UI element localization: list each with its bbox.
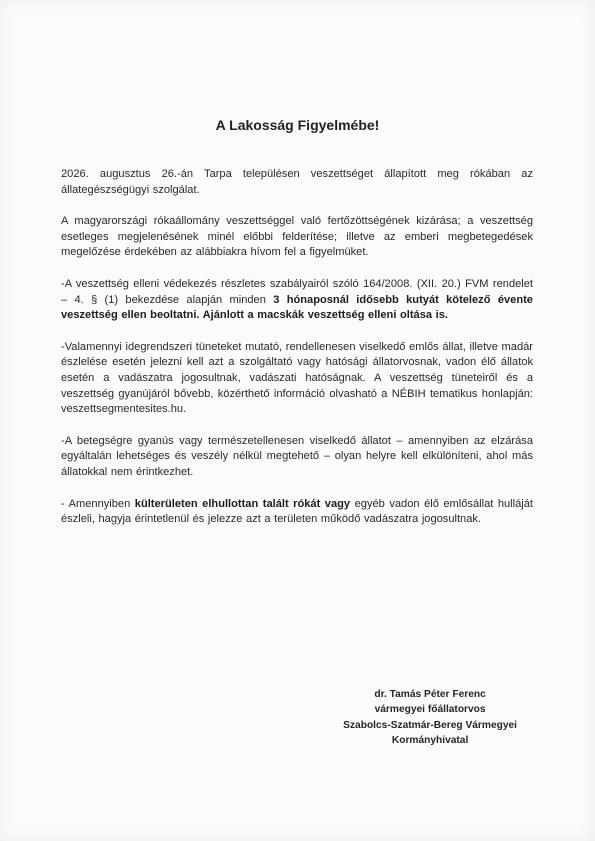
document-body (61, 167, 533, 544)
paragraph-segment: A magyarországi rókaállomány veszettséggel való fertőzöttségének kizárása; a veszettség esetleges megjelenésének minél előbbi felderítése; illetve az emberi megbetegedések megelőzése érdekében az alábbiakra hívom fel a figyelmüket. (61, 215, 533, 259)
paragraph-segment: -Valamennyi idegrendszeri tüneteket mutató, rendellenesen viselkedő emlős állat, illetve madár észlelése esetén jelezni kell azt a szolgáltató vagy hatósági állatorvosnak, vadon élő állatok esetén a vadászatra jogosultnak, vadászati hatóságnak. A veszettség tüneteiről és a veszettség gyanújáról bővebb, közérthető információ olvasható a NÉBIH tematikus honlapján: veszettsegmentesites.hu. (61, 340, 533, 416)
paragraph-dead-fox (61, 497, 533, 528)
paragraph-purpose (61, 214, 533, 261)
signature-name: dr. Tamás Péter Ferenc (374, 689, 486, 700)
signature-office-line2: Kormányhivatal (391, 735, 469, 747)
paragraph-segment: 2026. augusztus 26.-án Tarpa településen veszettséget állapított meg rókában az állategészségügyi szolgálat. (61, 168, 533, 196)
signature-office-line1: Szabolcs-Szatmár-Bereg Vármegyei (343, 719, 517, 731)
paragraph-segment-bold: külterületen elhullottan talált rókát vagy (134, 497, 351, 510)
paragraph-vaccination (61, 277, 533, 324)
paragraph-segment: -A veszettség elleni védekezés részletes szabályairól szóló 164/2008. (XII. 20.) FVM rendelet – 4. § (1) bekezdése alapján minden (61, 277, 533, 306)
document-title: A Lakosság Figyelmébe! (215, 117, 380, 133)
paragraph-segment: - Amennyiben (61, 497, 135, 510)
paragraph-segment-bold: 3 hónaposnál idősebb kutyát kötelező évente veszettség ellen beoltatni. Ajánlott a macskák veszettség elleni oltása is. (61, 293, 533, 322)
signature-block (343, 687, 517, 749)
paragraph-announcement (61, 167, 533, 198)
paragraph-isolation (61, 434, 533, 481)
paragraph-segment: -A betegségre gyanús vagy természetellenesen viselkedő állatot – amennyiben az elzárása egyáltalán lehetséges és veszély nélkül megtehető – olyan helyre kell elkülöníteni, ahol más állatokkal nem érintkezhet. (61, 434, 533, 478)
paragraph-segment: egyéb vadon élő emlősállat hulláját észleli, hagyja érintetlenül és jelezze azt a területen működő vadászatra jogosultnak. (61, 497, 533, 526)
signature-position: vármegyei főállatorvos (374, 704, 486, 716)
paragraph-reporting (61, 340, 533, 418)
